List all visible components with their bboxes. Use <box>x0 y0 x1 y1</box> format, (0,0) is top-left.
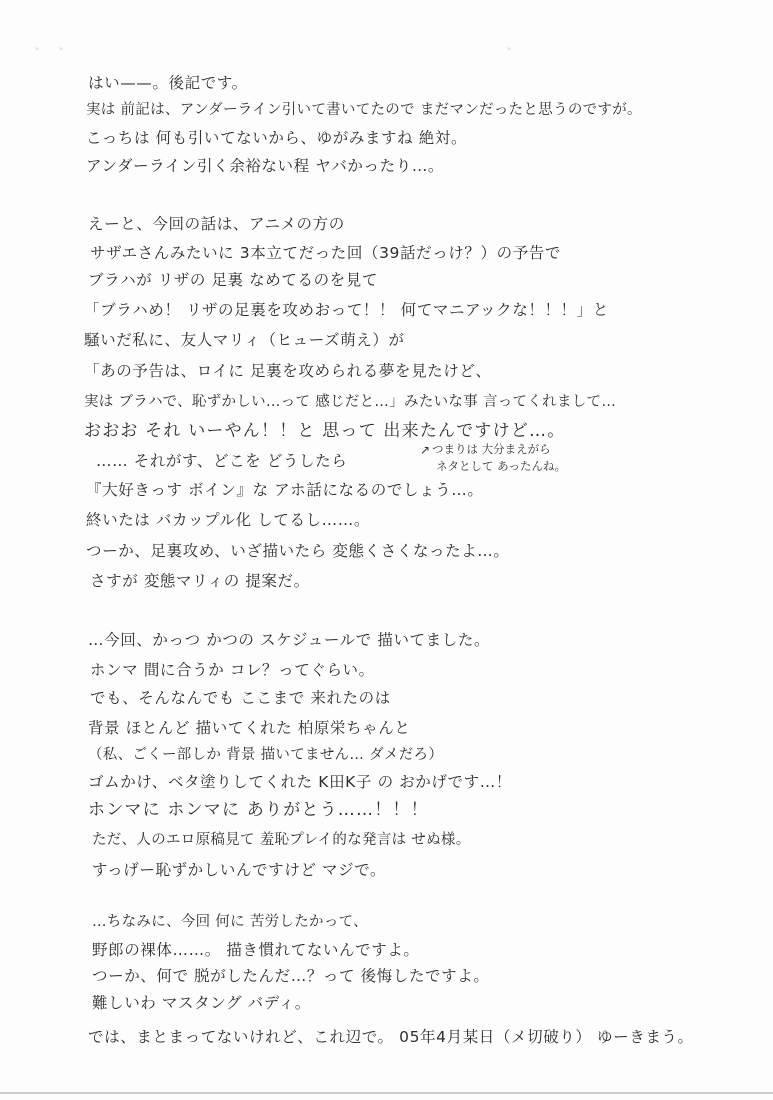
text-line-20: でも、そんなんでも ここまで 来れたのは <box>90 689 391 707</box>
text-line-04: アンダーライン引く余裕ない程 ヤバかったり…。 <box>86 157 445 175</box>
text-line-31-closing: では、まとまってないけれど、これ辺で。 05年4月某日（メ切破り） ゆーきまう。 <box>88 1028 694 1046</box>
text-line-09: 騒いだ私に、友人マリィ（ヒューズ萌え）が <box>84 331 405 349</box>
text-line-30: 難しいわ マスタング バディ。 <box>92 994 311 1012</box>
text-line-13: …… それがす、どこを どうしたら <box>96 452 348 470</box>
page-bottom-edge <box>0 1092 773 1094</box>
text-line-29: つーか、何で 脱がしたんだ…？って 後悔したですよ。 <box>92 967 490 985</box>
text-line-14: 『大好きっす ボイン』な アホ話になるのでしょう…。 <box>86 481 484 499</box>
text-line-15: 終いたは バカップル化 してるし……。 <box>86 511 370 529</box>
text-line-21: 背景 ほとんど 描いてくれた 柏原栄ちゃんと <box>88 719 411 737</box>
text-line-24: ホンマに ホンマに ありがとう……！！！ <box>88 800 429 820</box>
text-line-10: 「あの予告は、ロイに 足裏を攻められる夢を見たけど、 <box>84 362 492 380</box>
text-line-16: つーか、足裏攻め、いざ描いたら 変態くさくなったよ…。 <box>86 542 510 560</box>
text-line-26: すっげー恥ずかしいんですけど マジで。 <box>92 861 387 879</box>
side-note-arrow-icon: ↗ <box>420 443 431 457</box>
side-note-line-1: つまりは 大分まえがら <box>432 442 551 456</box>
text-line-19: ホンマ 間に合うか コレ？ってぐらい。 <box>90 661 375 679</box>
text-line-02: 実は 前記は、アンダーライン引いて書いてたので まだマンだったと思うのですが。 <box>86 102 642 118</box>
bleed-through-text-left: ・・ <box>28 40 76 61</box>
text-line-28: 野郎の裸体……。 描き慣れてないんですよ。 <box>92 941 420 959</box>
text-line-05: えーと、今回の話は、アニメの方の <box>88 215 345 233</box>
bleed-through-text-right: ・ <box>500 40 608 61</box>
text-line-11: 実は ブラハで、恥ずかしい…って 感じだと…」みたいな事 言ってくれまして… <box>84 394 617 410</box>
text-line-23: ゴムかけ、ベタ塗りしてくれた K田K子 の おかげです…！ <box>88 773 512 791</box>
text-line-06: サザエさんみたいに 3本立てだった回（39話だっけ？）の予告で <box>90 244 561 262</box>
text-line-18: …今回、かっつ かつの スケジュールで 描いてました。 <box>88 631 491 649</box>
text-line-17: さすが 変態マリィの 提案だ。 <box>90 572 310 590</box>
text-line-12: おおお それ いーやん！！と 思って 出来たんですけど…。 <box>84 421 566 441</box>
text-line-08: 「ブラハめ！ リザの足裏を攻めおって！！ 何てマニアックな！！！」と <box>84 301 609 319</box>
text-line-22: （私、ごくー部しか 背景 描いてません… ダメだろ） <box>88 747 444 763</box>
text-line-07: ブラハが リザの 足裏 なめてるのを見て <box>88 271 378 289</box>
text-line-01: はい——。後記です。 <box>88 74 248 92</box>
text-line-25: ただ、人のエロ原稿見て 羞恥プレイ的な発言は せぬ様。 <box>92 832 471 848</box>
side-note-line-2: ネタとして あったんね。 <box>436 459 567 473</box>
text-line-03: こっちは 何も引いてないから、ゆがみますね 絶対。 <box>86 129 468 147</box>
text-line-27: …ちなみに、今回 何に 苦労したかって、 <box>92 914 368 930</box>
